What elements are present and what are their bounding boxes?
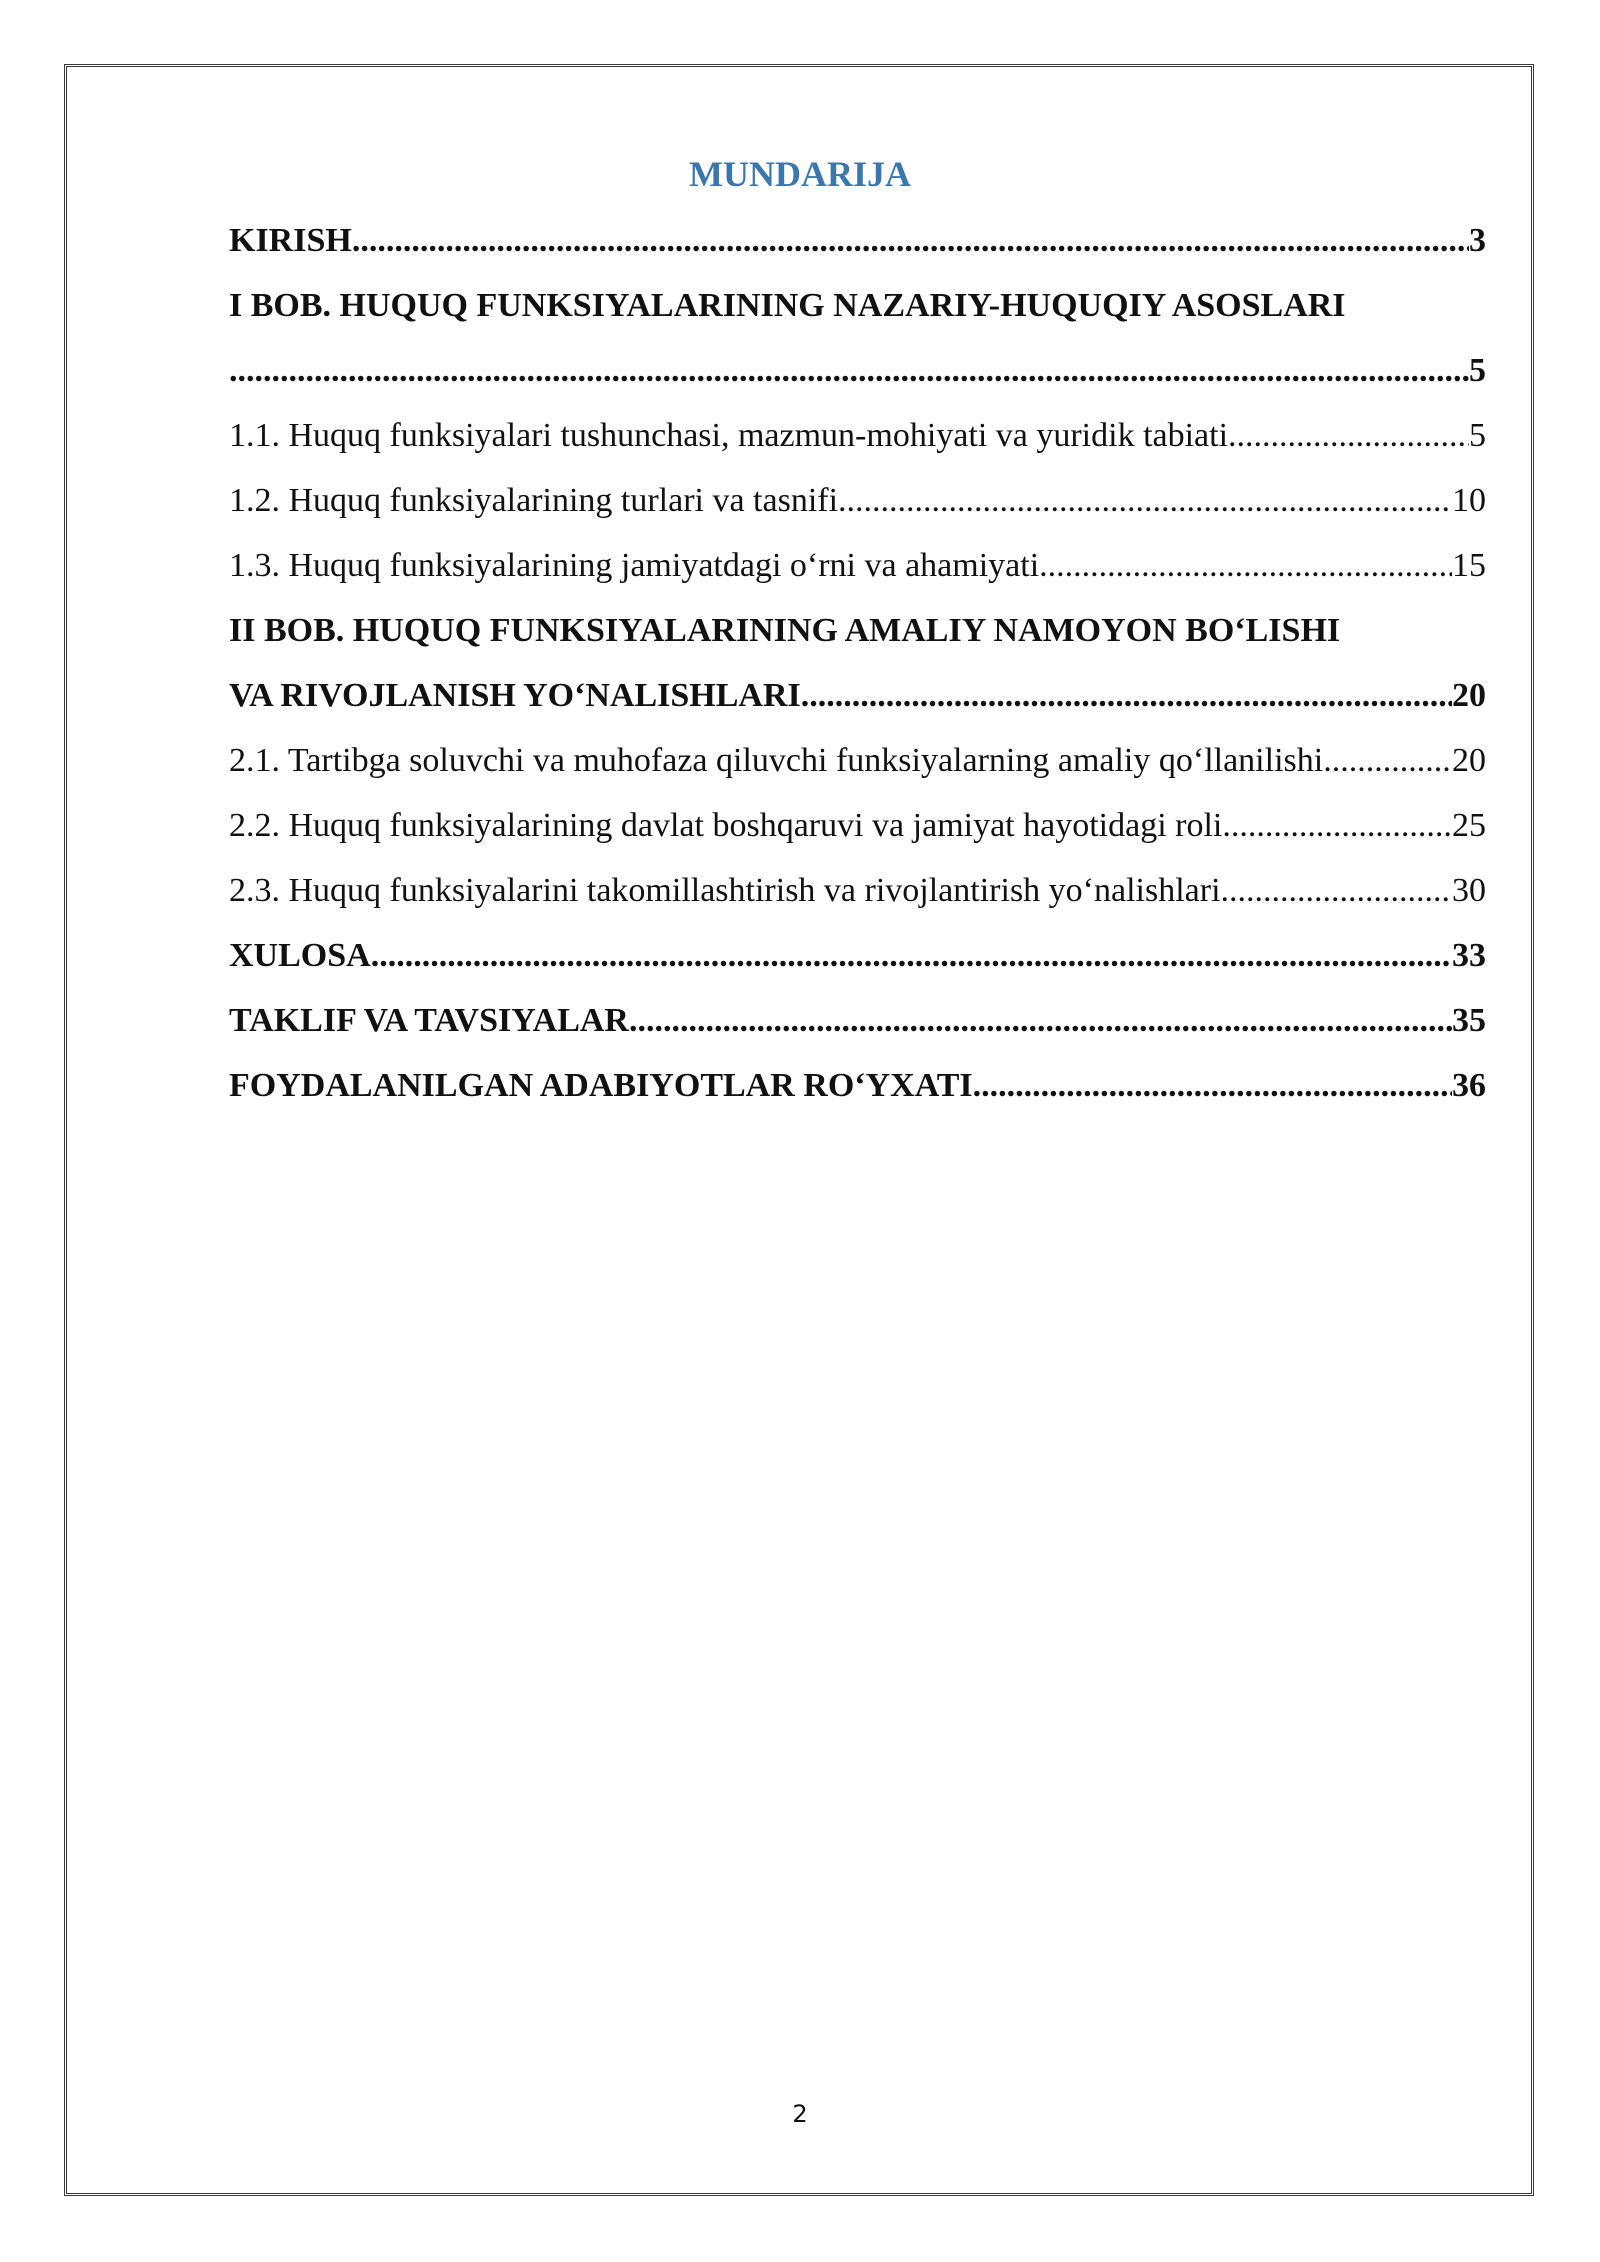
dot-leader [973,1053,1452,1118]
dot-leader [838,468,1452,533]
toc-entry-page: 20 [1452,677,1486,714]
toc-title: MUNDARIJA [689,154,911,194]
toc-entry-page: 36 [1452,1067,1486,1104]
toc-entry-label: I BOB. HUQUQ FUNKSIYALARINING NAZARIY-HUQUQIY ASOSLARI [229,287,1346,324]
toc-entry-taklif[interactable] [229,988,1486,1053]
toc-entry-page: 5 [1469,352,1486,389]
toc-entry-label: 2.2. Huquq funksiyalarining davlat boshqaruvi va jamiyat hayotidagi roli [229,807,1223,844]
dot-leader [1323,728,1452,793]
toc-entry-page: 5 [1469,417,1486,454]
dot-leader [1039,533,1452,598]
toc-entry-label: 1.3. Huquq funksiyalarining jamiyatdagi o‘rni va ahamiyati [229,547,1040,584]
dot-leader [352,208,1469,273]
toc-entry-2-2[interactable] [229,793,1486,858]
dot-leader [371,923,1452,988]
toc-entry-2-3[interactable] [229,858,1486,923]
toc-entry-1-1[interactable] [229,403,1486,468]
toc-entry-label: XULOSA [229,937,371,974]
toc-entry-label: II BOB. HUQUQ FUNKSIYALARINING AMALIY NAMOYON BO‘LISHI [229,612,1341,649]
toc-entry-page: 10 [1452,482,1486,519]
toc-entry-bob2-second-line[interactable] [229,663,1486,728]
toc-entry-xulosa[interactable] [229,923,1486,988]
table-of-contents [229,208,1486,1118]
toc-entry-label: VA RIVOJLANISH YO‘NALISHLARI [229,677,801,714]
toc-entry-page: 15 [1452,547,1486,584]
dot-leader [1221,858,1452,923]
dot-leader [801,663,1452,728]
toc-entry-label: TAKLIF VA TAVSIYALAR [229,1002,629,1039]
toc-entry-bob2-heading[interactable] [229,598,1486,663]
toc-entry-adabiyotlar[interactable] [229,1053,1486,1118]
toc-entry-page: 30 [1452,872,1486,909]
toc-entry-label: 2.1. Tartibga soluvchi va muhofaza qiluvchi funksiyalarning amaliy qo‘llanilishi [229,742,1324,779]
dot-leader [1222,793,1452,858]
toc-entry-label: 1.1. Huquq funksiyalari tushunchasi, mazmun-mohiyati va yuridik tabiati [229,417,1229,454]
toc-entry-label: 1.2. Huquq funksiyalarining turlari va tasnifi [229,482,839,519]
toc-entry-kirish[interactable] [229,208,1486,273]
toc-entry-page: 33 [1452,937,1486,974]
toc-entry-label: KIRISH [229,222,352,259]
toc-entry-label: 2.3. Huquq funksiyalarini takomillashtirish va rivojlantirish yo‘nalishlari [229,872,1221,909]
toc-entry-1-2[interactable] [229,468,1486,533]
toc-entry-label: FOYDALANILGAN ADABIYOTLAR RO‘YXATI [229,1067,973,1104]
toc-entry-2-1[interactable] [229,728,1486,793]
toc-entry-bob1-page-line[interactable] [229,338,1486,403]
toc-entry-page: 20 [1452,742,1486,779]
dot-leader [229,338,1469,403]
toc-entry-page: 35 [1452,1002,1486,1039]
toc-entry-page: 3 [1469,222,1486,259]
dot-leader [1228,403,1469,468]
toc-entry-page: 25 [1452,807,1486,844]
dot-leader [629,988,1452,1053]
toc-entry-1-3[interactable] [229,533,1486,598]
toc-entry-bob1-heading[interactable] [229,273,1486,338]
page-number: 2 [792,2100,808,2128]
